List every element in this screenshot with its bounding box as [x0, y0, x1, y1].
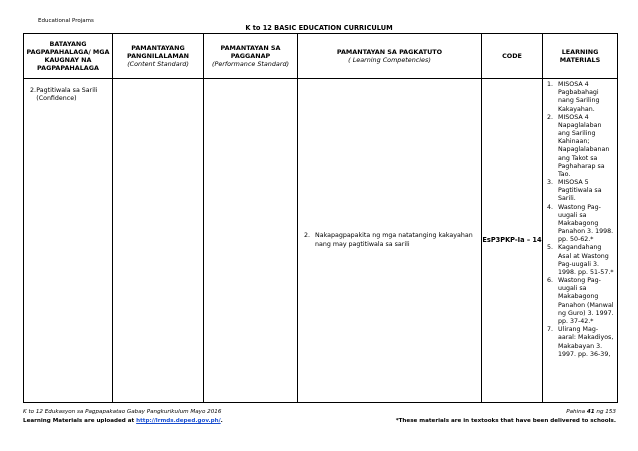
- footer-upload-note: Learning Materials are uploaded at http://lrmds.deped.gov.ph/.: [23, 418, 223, 424]
- table-row: [24, 79, 618, 403]
- table-header-row: [24, 34, 618, 79]
- list-item: 6. Wastong Pag-uugali sa Makabagong Panahon (Manwal ng Guro) 3. 1997. pp. 37-42.*: [547, 277, 614, 325]
- list-item: 3. MISOSA 5 Pagtitiwala sa Sarili.: [547, 179, 602, 203]
- header-org: Educational Projams: [38, 18, 94, 24]
- list-item: 7. Ulirang Mag-aaral: Makadiyos, Makabayan 3. 1997. pp. 36-39,: [547, 326, 614, 358]
- page-title: K to 12 BASIC EDUCATION CURRICULUM: [245, 24, 393, 32]
- footer-guide-title: K to 12 Edukasyon sa Pagpapakatao Gabay Pangkurikulum Mayo 2016: [23, 409, 222, 415]
- value-number: 2.: [30, 87, 37, 94]
- list-item: 2. MISOSA 4 Napaglalaban ang Sariling Kahinaan; Napaglalabanan ang Takot sa Paghaharap sa Tao.: [547, 113, 610, 178]
- cell-competency: [298, 79, 482, 403]
- competency-text: Nakapagpapakita ng mga natatanging kakayahan nang may pagtitiwala sa sarili: [315, 232, 473, 248]
- footer-textbook-note: *These materials are in textooks that have been delivered to schools.: [395, 418, 616, 424]
- competency-number: 2.: [304, 232, 311, 240]
- cell-content-standard: [113, 79, 204, 403]
- lrmds-link[interactable]: http://lrmds.deped.gov.ph/: [136, 418, 221, 424]
- header-content-standard: PAMANTAYANG PANGNILALAMAN (Content Standard): [113, 34, 204, 79]
- header-code: CODE: [482, 34, 543, 79]
- cell-code: EsP3PKP-Ia – 14: [482, 79, 543, 403]
- value-text: Pagtitiwala sa Sarili (Confidence): [36, 87, 98, 103]
- cell-core-value: [24, 79, 113, 403]
- list-item: 1. MISOSA 4 Pagbabahagi nang Sariling Kakayahan.: [547, 81, 600, 113]
- list-item: 5. Kagandahang Asal at Wastong Pag-uugali 3. 1998. pp. 51-57.*: [547, 244, 614, 276]
- header-learning-competencies: PAMANTAYAN SA PAGKATUTO ( Learning Competencies): [298, 34, 482, 79]
- list-item: 4. Wastong Pag-uugali sa Makabagong Panahon 3. 1998. pp. 50-62.*: [547, 203, 614, 244]
- footer-page-number: Pahina 41 ng 153: [566, 409, 616, 415]
- curriculum-table: [23, 33, 618, 403]
- header-learning-materials: LEARNING MATERIALS: [543, 34, 618, 79]
- cell-learning-materials: [543, 79, 618, 403]
- header-performance-standard: PAMANTAYAN SA PAGGANAP (Performance Standard): [204, 34, 298, 79]
- header-core-values: BATAYANG PAGPAPAHALAGA/ MGA KAUGNAY NA PAGPAPAHALAGA: [24, 34, 113, 79]
- cell-performance-standard: [204, 79, 298, 403]
